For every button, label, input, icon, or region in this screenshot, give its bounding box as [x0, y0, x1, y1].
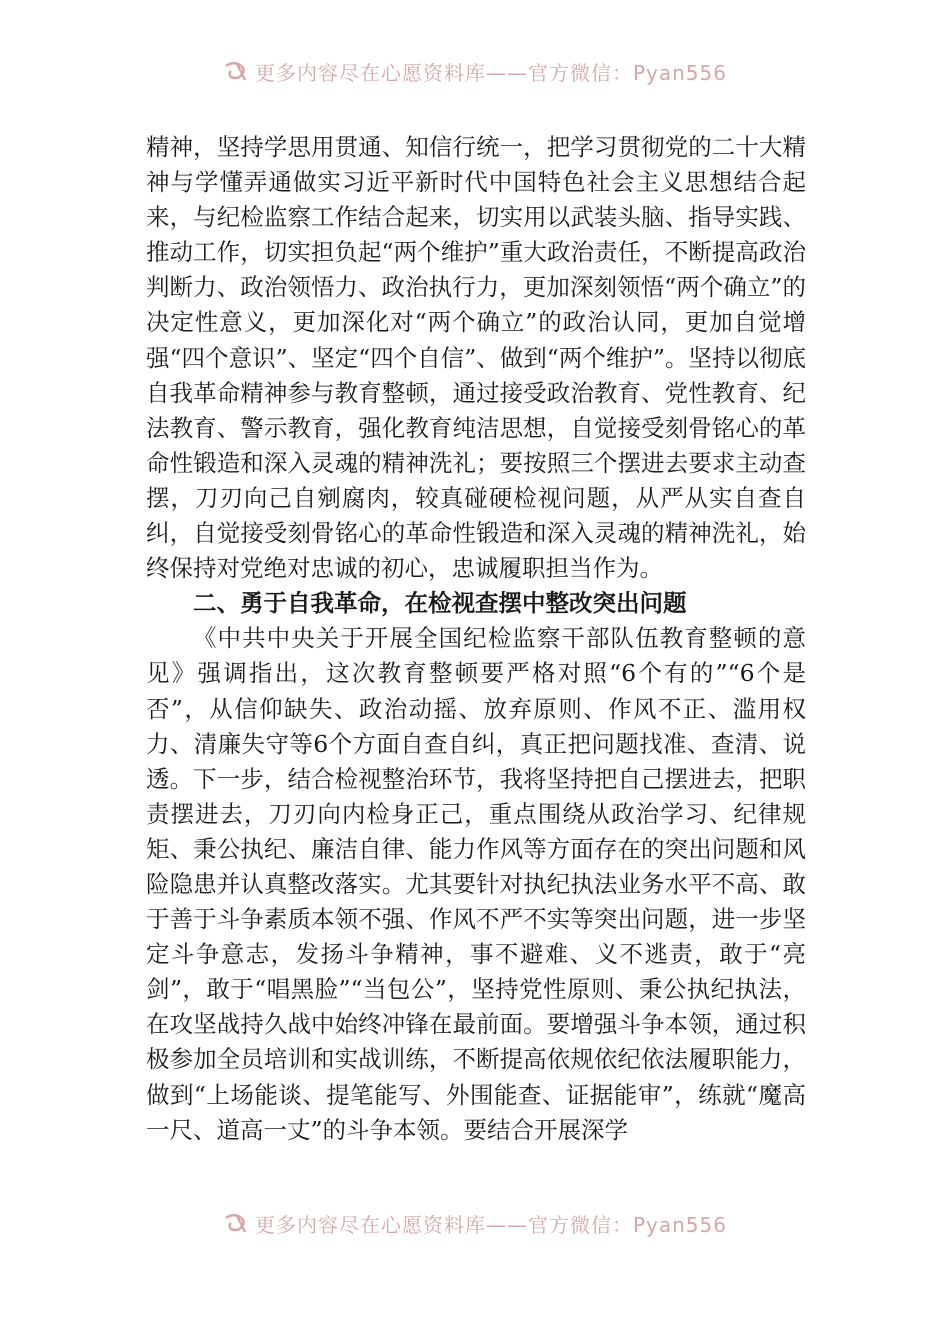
section-heading: 二、勇于自我革命，在检视查摆中整改突出问题 — [193, 589, 687, 618]
body-paragraph: 精神，坚持学思用贯通、知信行统一，把学习贯彻党的二十大精神与学懂弄通做实习近平新时代中国特色社会主义思想结合起来，与纪检监察工作结合起来，切实用以武装头脑、指导实践、推动工作，切实担负起“两个维护”重大政治责任，不断提高政治判断力、政治领悟力、政治执行力，更加深刻领悟“两个确立”的决定性意义，更加深化对“两个确立”的政治认同，更加自觉增强“四个意识”、坚定“四个自信”、做到“两个维护”。坚持以彻底自我革命精神参与教育整顿，通过接受政治教育、党性教育、纪法教育、警示教育，强化教育纯洁思想，自觉接受刻骨铭心的革命性锻造和深入灵魂的精神洗礼；要按照三个摆进去要求主动查摆，刀刃向己自剜腐肉，较真碰硬检视问题，从严从实自查自纠，自觉接受刻骨铭心的革命性锻造和深入灵魂的精神洗礼，始终保持对党绝对忠诚的初心，忠诚履职担当作为。 — [146, 133, 806, 583]
watermark-text: 更多内容尽在心愿资料库——官方微信：Pyan556 — [254, 60, 727, 85]
body-paragraph: 《中共中央关于开展全国纪检监察干部队伍教育整顿的意见》强调指出，这次教育整顿要严格对照“6个有的”“6个是否”，从信仰缺失、政治动摇、放弃原则、作风不正、滥用权力、清廉失守等6个方面自查自纠，真正把问题找准、查清、说透。下一步，结合检视整治环节，我将坚持把自己摆进去，把职责摆进去，刀刃向内检身正己，重点围绕从政治学习、纪律规矩、秉公执纪、廉洁自律、能力作风等方面存在的突出问题和风险隐患并认真整改落实。尤其要针对执纪执法业务水平不高、敢于善于斗争素质本领不强、作风不严不实等突出问题，进一步坚定斗争意志，发扬斗争精神，事不避难、义不逃责，敢于“亮剑”，敢于“唱黑脸”“当包公”，坚持党性原则、秉公执纪执法，在攻坚战持久战中始终冲锋在最前面。要增强斗争本领，通过积极参加全员培训和实战训练，不断提高依规依纪依法履职能力，做到“上场能谈、提笔能写、外围能查、证据能审”，练就“魔高一尺、道高一丈”的斗争本领。要结合开展深学 — [146, 624, 806, 1144]
brand-logo-icon — [223, 60, 249, 82]
document-body — [146, 130, 806, 1148]
watermark-top — [0, 56, 950, 86]
watermark-bottom — [0, 1208, 950, 1238]
brand-logo-icon — [223, 1212, 249, 1234]
watermark-text: 更多内容尽在心愿资料库——官方微信：Pyan556 — [254, 1212, 727, 1237]
